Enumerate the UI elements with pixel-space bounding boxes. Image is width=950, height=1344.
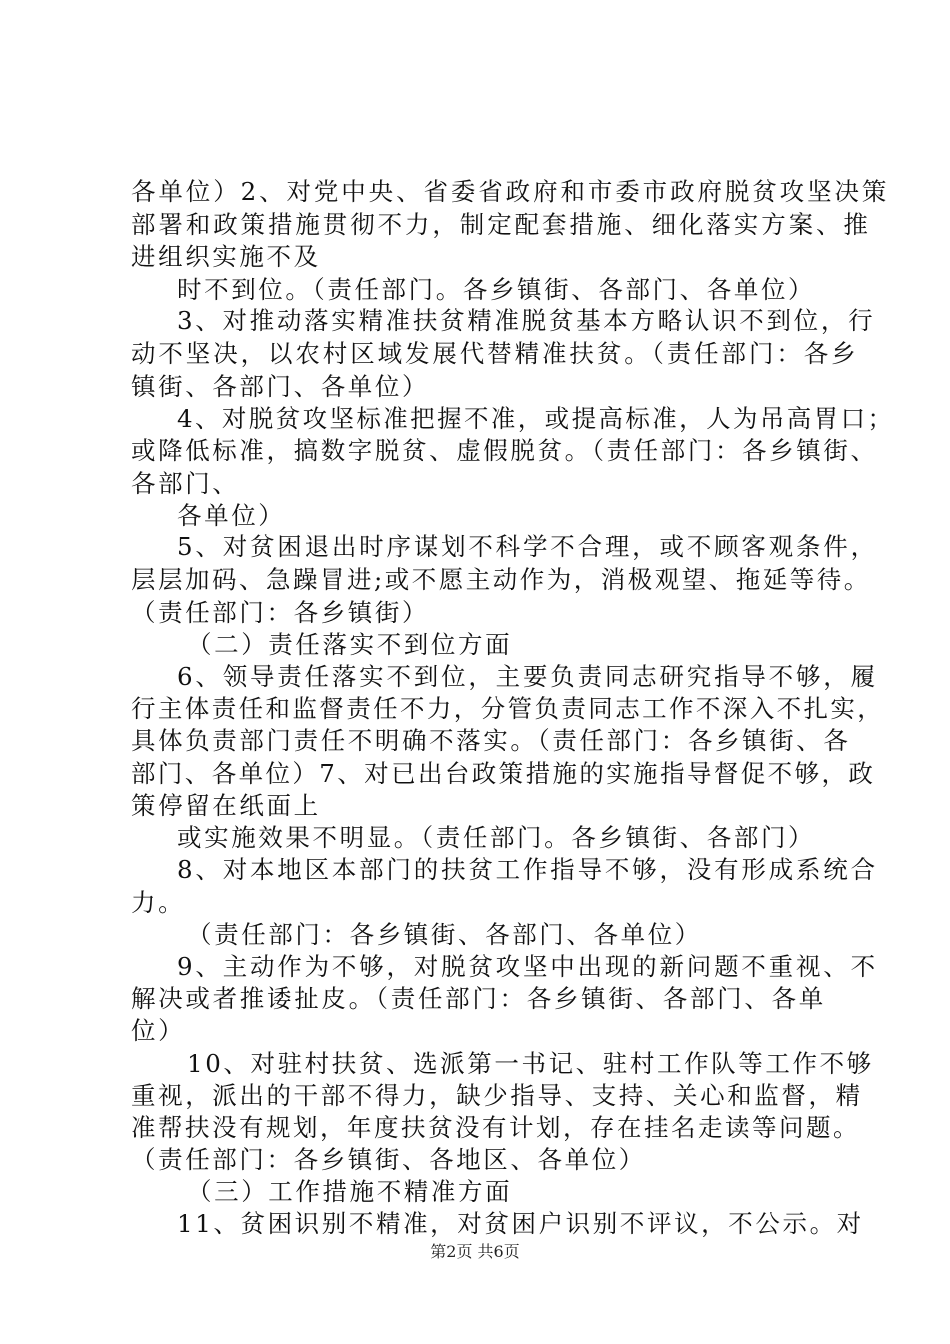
text-line: 11、贫困识别不精准，对贫困户识别不评议，不公示。对 bbox=[177, 1209, 864, 1238]
text-line: 策停留在纸面上 bbox=[131, 791, 321, 820]
text-line: 9、主动作为不够，对脱贫攻坚中出现的新问题不重视、不 bbox=[177, 952, 878, 981]
text-line: 行主体责任和监督责任不力，分管负责同志工作不深入不扎实， bbox=[131, 694, 885, 723]
text-line: 3、对推动落实精准扶贫精准脱贫基本方略认识不到位，行 bbox=[177, 306, 876, 335]
text-line: 时不到位。（责任部门。各乡镇街、各部门、各单位） bbox=[177, 275, 816, 304]
text-line: （责任部门：各乡镇街、各部门、各单位） bbox=[187, 920, 702, 949]
text-line: 或实施效果不明显。（责任部门。各乡镇街、各部门） bbox=[177, 823, 816, 852]
text-line: 8、对本地区本部门的扶贫工作指导不够，没有形成系统合 bbox=[177, 855, 878, 884]
text-line: 层层加码、急躁冒进;或不愿主动作为，消极观望、拖延等待。 bbox=[131, 565, 871, 594]
text-line: 镇街、各部门、各单位） bbox=[131, 372, 430, 401]
text-line: 各单位） bbox=[177, 501, 286, 530]
text-line: 部署和政策措施贯彻不力，制定配套措施、细化落实方案、推 bbox=[131, 210, 871, 239]
text-line: 位） bbox=[131, 1016, 186, 1045]
text-line: 5、对贫困退出时序谋划不科学不合理，或不顾客观条件， bbox=[177, 532, 878, 561]
text-line: 10、对驻村扶贫、选派第一书记、驻村工作队等工作不够 bbox=[187, 1049, 874, 1078]
text-line: 具体负责部门责任不明确不落实。（责任部门：各乡镇街、各 bbox=[131, 726, 851, 755]
text-line: （责任部门：各乡镇街、各地区、各单位） bbox=[131, 1145, 646, 1174]
section-heading: （三）工作措施不精准方面 bbox=[187, 1177, 513, 1206]
text-line: 各单位）2、对党中央、省委省政府和市委市政府脱贫攻坚决策 bbox=[131, 177, 890, 206]
text-line: 6、领导责任落实不到位，主要负责同志研究指导不够，履 bbox=[177, 662, 878, 691]
text-line: 准帮扶没有规划，年度扶贫没有计划，存在挂名走读等问题。 bbox=[131, 1113, 860, 1142]
text-line: 4、对脱贫攻坚标准把握不准，或提高标准，人为吊高胃口； bbox=[177, 404, 895, 433]
text-line: 各部门、 bbox=[131, 469, 240, 498]
text-line: 解决或者推诿扯皮。（责任部门：各乡镇街、各部门、各单 bbox=[131, 984, 826, 1013]
text-line: 力。 bbox=[131, 888, 186, 917]
text-line: 进组织实施不及 bbox=[131, 242, 321, 271]
section-heading: （二）责任落实不到位方面 bbox=[187, 630, 513, 659]
text-line: 或降低标准，搞数字脱贫、虚假脱贫。（责任部门：各乡镇街、 bbox=[131, 436, 878, 465]
text-line: 动不坚决，以农村区域发展代替精准扶贫。（责任部门：各乡 bbox=[131, 339, 859, 368]
page-number: 第2页 共6页 bbox=[430, 1242, 520, 1261]
text-line: （责任部门：各乡镇街） bbox=[131, 598, 430, 627]
text-line: 部门、各单位）7、对已出台政策措施的实施指导督促不够，政 bbox=[131, 759, 876, 788]
text-line: 重视，派出的干部不得力，缺少指导、支持、关心和监督，精 bbox=[131, 1081, 863, 1110]
